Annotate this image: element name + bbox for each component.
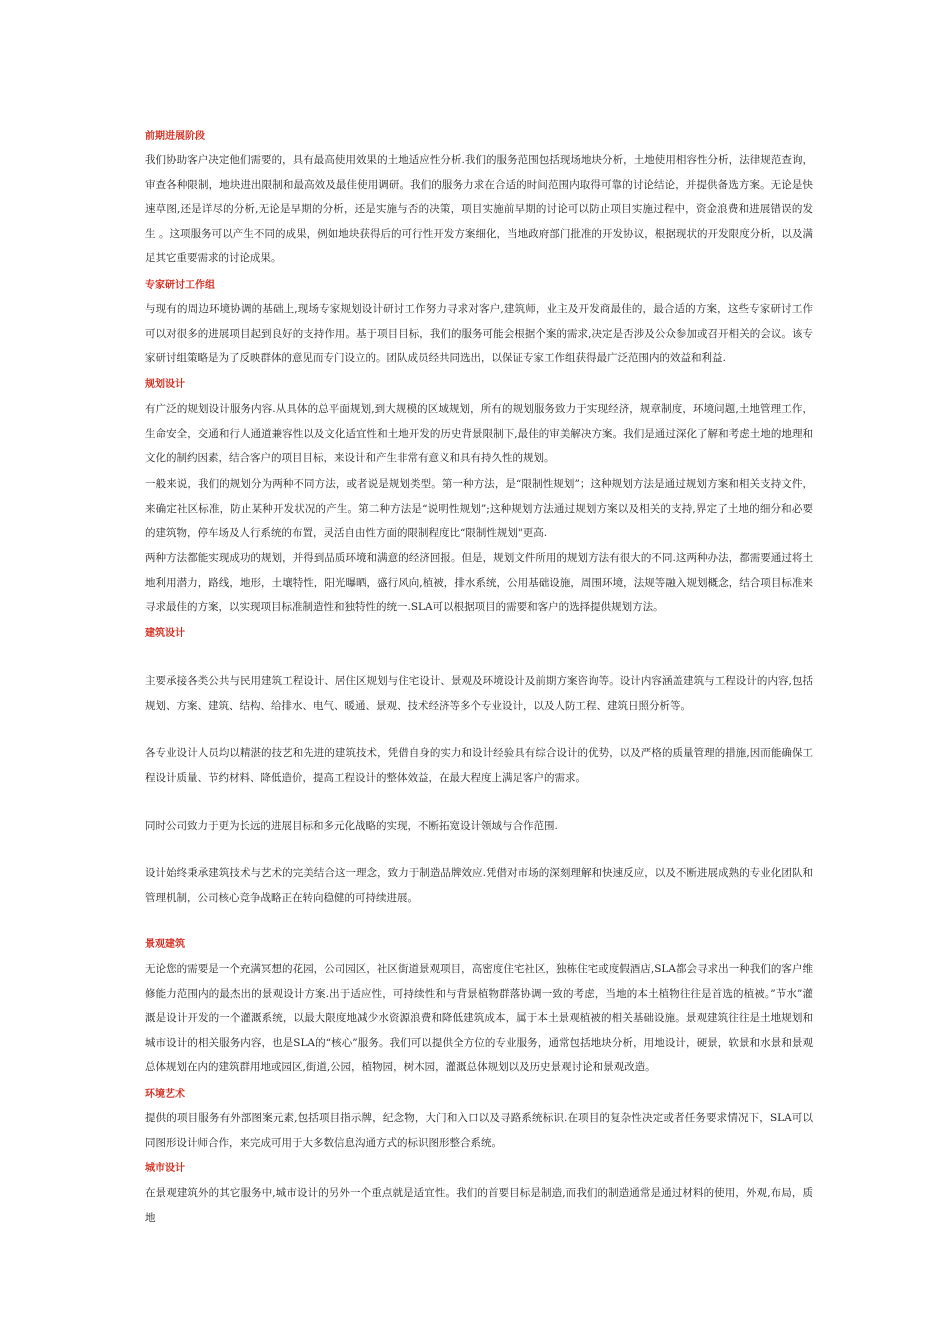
heading-environment-art: 环境艺术 (145, 1089, 185, 1100)
heading-landscape: 景观建筑 (145, 939, 185, 950)
heading-expert-workshop: 专家研讨工作组 (145, 280, 215, 291)
paragraph-architecture-4: 设计始终秉承建筑技术与艺术的完美结合这一理念，致力于制造品牌效应.凭借对市场的深刻理解和快速反应，以及不断进展成熟的专业化团队和管理机制，公司核心竞争战略正在转向稳健的可持续进展。 (145, 867, 813, 904)
paragraph-urban-design: 在景观建筑外的其它服务中,城市设计的另外一个重点就是适宜性。我们的首要目标是制造,而我们的制造通常是通过材料的使用，外观,布局，质地 (145, 1187, 813, 1224)
paragraph-architecture-1: 主要承接各类公共与民用建筑工程设计、居住区规划与住宅设计、景观及环境设计及前期方案咨询等。设计内容涵盖建筑与工程设计的内容,包括规划、方案、建筑、结构、给排水、电气、暖通、景观、技术经济等多个专业设计，以及人防工程、建筑日照分析等。 (145, 675, 813, 712)
paragraph-environment-art: 提供的项目服务有外部图案元素,包括项目指示牌，纪念物，大门和入口以及寻路系统标识.在项目的复杂性决定或者任务要求情况下，SLA可以同图形设计师合作，来完成可用于大多数信息沟通方式的标识图形整合系统。 (145, 1112, 813, 1149)
paragraph-architecture-2: 各专业设计人员均以精湛的技艺和先进的建筑技术，凭借自身的实力和设计经验具有综合设计的优势，以及严格的质量管理的措施,因而能确保工程设计质量、节约材料、降低造价，提高工程设计的整体效益，在最大程度上满足客户的需求。 (145, 747, 813, 784)
paragraph-early-stage: 我们协助客户决定他们需要的，具有最高使用效果的土地适应性分析.我们的服务范围包括现场地块分析，土地使用相容性分析，法律规范查询，审查各种限制，地块进出限制和最高效及最佳使用调研。我们的服务力求在合适的时间范围内取得可靠的讨论结论，并提供备选方案。无论是快速草图,还是详尽的分析,无论是早期的分析，还是实施与否的决策，项目实施前早期的讨论可以防止项目实施过程中，资金浪费和进展错误的发生 。这项服务可以产生不同的成果，例如地块获得后的可行性开发方案细化，当地政府部门批准的开发协议，根据现状的开发限度分析，以及满足其它重要需求的讨论成果。 (145, 154, 813, 264)
heading-planning: 规划设计 (145, 379, 185, 390)
paragraph-planning-1: 有广泛的规划设计服务内容.从具体的总平面规划,到大规模的区域规划，所有的规划服务致力于实现经济，规章制度，环境问题,土地管理工作，生命安全，交通和行人通道兼容性以及文化适宜性和土地开发的历史背景限制下,最佳的审美解决方案。我们是通过深化了解和考虑土地的地理和文化的制约因素，结合客户的项目目标，来设计和产生非常有意义和具有持久性的规划。 (145, 403, 813, 464)
paragraph-architecture-3: 同时公司致力于更为长远的进展目标和多元化战略的实现，不断拓宽设计领域与合作范围. (145, 820, 558, 832)
heading-early-stage: 前期进展阶段 (145, 131, 205, 142)
paragraph-planning-2: 一般来说，我们的规划分为两种不同方法，或者说是规划类型。第一种方法，是“限制性规划”；这种规划方法是通过规划方案和相关支持文件，来确定社区标准，防止某种开发状况的产生。第二种方法是“说明性规划”;这种规划方法通过规划方案以及相关的支持,界定了土地的细分和必要的建筑物，停车场及人行系统的布置，灵活自由性方面的限制程度比“限制性规划"更高. (145, 478, 813, 539)
heading-architecture: 建筑设计 (145, 628, 185, 639)
paragraph-landscape: 无论您的需要是一个充满冥想的花园，公司园区，社区街道景观项目，高密度住宅社区，独栋住宅或度假酒店,SLA都会寻求出一种我们的客户维修能力范围内的最杰出的景观设计方案.出于适应性，可持续性和与背景植物群落协调一致的考虑，当地的本土植物往往是首选的植被。”节水”灌溉是设计开发的一个灌溉系统，以最大限度地减少水资源浪费和降低建筑成本，属于本土景观植被的相关基础设施。景观建筑往往是土地规划和城市设计的相关服务内容，也是SLA的“核心”服务。我们可以提供全方位的专业服务，通常包括地块分析，用地设计，硬景，软景和水景和景观总体规划在内的建筑群用地或园区,街道,公园，植物园，树木园，灌溉总体规划以及历史景观讨论和景观改造。 (145, 963, 813, 1073)
paragraph-planning-3: 两种方法都能实现成功的规划，并得到品质环境和满意的经济回报。但是，规划文件所用的规划方法有很大的不同.这两种办法，都需要通过将土地利用潜力，路线，地形，土壤特性，阳光曝晒，盛行风向,植被，排水系统，公用基础设施，周围环境，法规等融入规划概念，结合项目标准来寻求最佳的方案，以实现项目标准制造性和独特性的统一.SLA可以根据项目的需要和客户的选择提供规划方法。 (145, 552, 813, 613)
heading-urban-design: 城市设计 (145, 1163, 185, 1174)
paragraph-expert-workshop: 与现有的周边环境协调的基础上,现场专家规划设计研讨工作努力寻求对客户,建筑师，业主及开发商最佳的，最合适的方案，这些专家研讨工作可以对很多的进展项目起到良好的支持作用。基于项目目标，我们的服务可能会根据个案的需求,决定是否涉及公众参加或召开相关的会议。该专家研讨组策略是为了反映群体的意见而专门设立的。团队成员经共同选出，以保证专家工作组获得最广泛范围内的效益和利益. (145, 303, 813, 364)
